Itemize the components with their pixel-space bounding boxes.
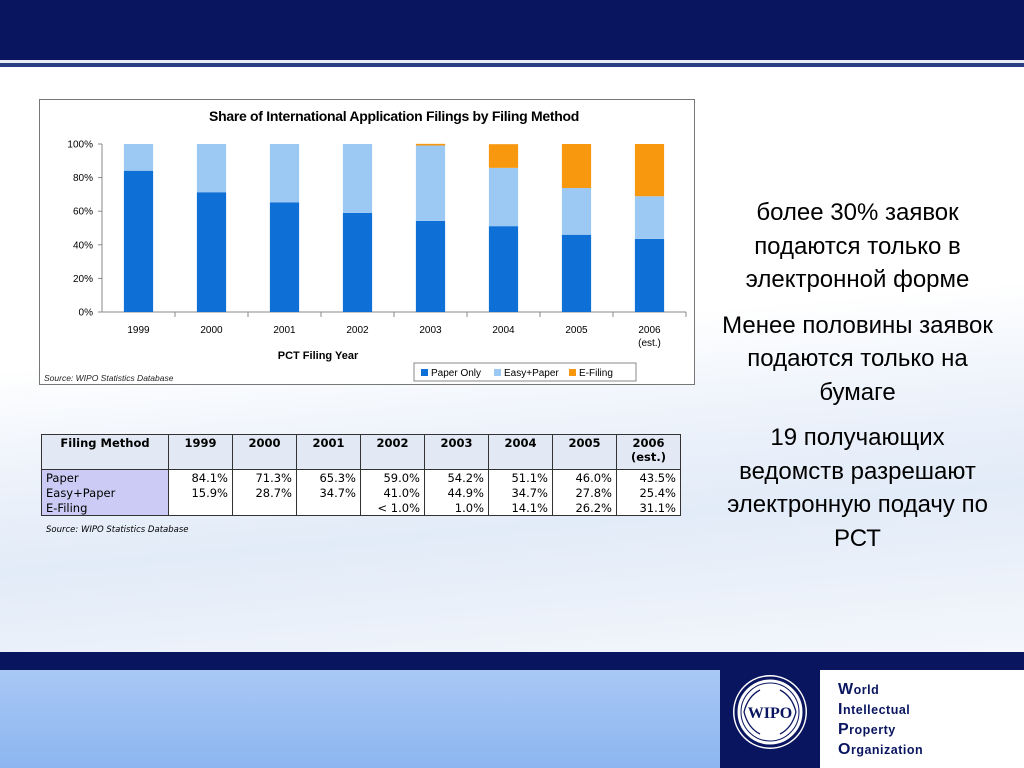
table-header-row <box>42 435 681 470</box>
y-tick-label: 100% <box>67 139 93 151</box>
table-row <box>42 470 681 486</box>
value-cell: 46.0% <box>553 470 617 486</box>
value-cell: 1.0% <box>425 500 489 516</box>
bullet-text: более 30% заявок подаются только в электронной форме <box>745 199 970 293</box>
value-cell: 54.2% <box>425 470 489 486</box>
value-cell: 31.1% <box>617 500 681 516</box>
chart-panel <box>39 99 695 385</box>
legend-swatch <box>421 369 428 376</box>
x-tick-label: 2001 <box>273 325 296 336</box>
bar-segment <box>197 144 226 192</box>
y-tick-label: 40% <box>72 240 93 252</box>
bottom-banner <box>0 652 1024 670</box>
legend-label: Easy+Paper <box>504 368 559 379</box>
header-cell: 2002 <box>361 435 425 470</box>
bar-segment <box>635 144 664 196</box>
x-tick-label: 2002 <box>346 325 369 336</box>
value-cell: 14.1% <box>489 500 553 516</box>
top-banner <box>0 0 1024 60</box>
legend-label: E-Filing <box>579 368 613 379</box>
x-tick-label: 2000 <box>200 325 223 336</box>
bar-segment <box>489 144 518 168</box>
value-cell: 65.3% <box>297 470 361 486</box>
wipo-name <box>838 680 1018 760</box>
value-cell: 43.5% <box>617 470 681 486</box>
y-tick-label: 60% <box>72 206 93 218</box>
bottom-band <box>0 670 720 768</box>
value-cell: 71.3% <box>233 470 297 486</box>
value-cell: < 1.0% <box>361 500 425 516</box>
value-cell: 26.2% <box>553 500 617 516</box>
logo-line: Intellectual <box>838 701 911 718</box>
bar-segment <box>343 213 372 312</box>
header-cell: 2000 <box>233 435 297 470</box>
logo-line: Organization <box>838 741 924 758</box>
wipo-emblem-icon <box>730 672 810 752</box>
bar-segment <box>489 168 518 226</box>
slide-text <box>720 196 995 567</box>
legend-swatch <box>569 369 576 376</box>
x-tick-label: 2006 <box>638 325 661 336</box>
header-cell: 2005 <box>553 435 617 470</box>
bar-segment <box>562 235 591 312</box>
x-tick-label: 1999 <box>127 325 150 336</box>
method-cell: E-Filing <box>42 500 169 516</box>
x-tick-label: 2003 <box>419 325 442 336</box>
filing-method-table <box>41 434 681 516</box>
header-cell: 1999 <box>169 435 233 470</box>
chart-source: Source: WIPO Statistics Database <box>44 373 174 383</box>
bar-segment <box>197 192 226 312</box>
bullet-text: 19 получающих ведомств разрешают электронную подачу по РСТ <box>727 424 988 552</box>
value-cell: 34.7% <box>297 485 361 500</box>
bar-segment <box>562 188 591 235</box>
x-axis-label: PCT Filing Year <box>277 350 359 362</box>
value-cell: 34.7% <box>489 485 553 500</box>
legend-swatch <box>494 369 501 376</box>
x-tick-sublabel: (est.) <box>638 338 661 349</box>
header-cell: 2006 (est.) <box>617 435 681 470</box>
value-cell <box>169 500 233 516</box>
bar-segment <box>562 144 591 188</box>
bar-segment <box>270 202 299 312</box>
chart-title: Share of International Application Filings by Filing Method <box>209 108 579 124</box>
bar-segment <box>343 144 372 213</box>
header-cell: 2001 <box>297 435 361 470</box>
value-cell <box>233 500 297 516</box>
value-cell: 15.9% <box>169 485 233 500</box>
y-tick-label: 80% <box>72 173 93 185</box>
method-cell: Paper <box>42 470 169 486</box>
bullet-text: Менее половины заявок подаются только на бумаге <box>722 311 993 406</box>
value-cell: 41.0% <box>361 485 425 500</box>
x-tick-label: 2004 <box>492 325 515 336</box>
table-row <box>42 485 681 500</box>
table-source: Source: WIPO Statistics Database <box>46 525 189 535</box>
value-cell <box>297 500 361 516</box>
legend-label: Paper Only <box>431 368 482 379</box>
y-tick-label: 0% <box>78 307 93 319</box>
header-cell: 2003 <box>425 435 489 470</box>
logo-line: Property <box>838 721 896 738</box>
value-cell: 59.0% <box>361 470 425 486</box>
value-cell: 44.9% <box>425 485 489 500</box>
bar-segment <box>124 171 153 312</box>
value-cell: 28.7% <box>233 485 297 500</box>
y-tick-label: 20% <box>72 273 93 285</box>
value-cell: 84.1% <box>169 470 233 486</box>
stacked-bar-chart <box>40 100 694 384</box>
value-cell: 51.1% <box>489 470 553 486</box>
bar-segment <box>416 144 445 146</box>
header-cell: 2004 <box>489 435 553 470</box>
x-tick-label: 2005 <box>565 325 588 336</box>
header-cell: Filing Method <box>42 435 169 470</box>
bar-segment <box>635 239 664 312</box>
bar-segment <box>635 196 664 239</box>
svg-text:WIPO: WIPO <box>747 705 793 722</box>
table-row <box>42 500 681 516</box>
value-cell: 27.8% <box>553 485 617 500</box>
method-cell: Easy+Paper <box>42 485 169 500</box>
bar-segment <box>124 144 153 171</box>
value-cell: 25.4% <box>617 485 681 500</box>
bar-segment <box>489 226 518 312</box>
bar-segment <box>416 221 445 312</box>
bar-segment <box>416 146 445 221</box>
logo-line: World <box>838 681 880 698</box>
bar-segment <box>270 144 299 202</box>
